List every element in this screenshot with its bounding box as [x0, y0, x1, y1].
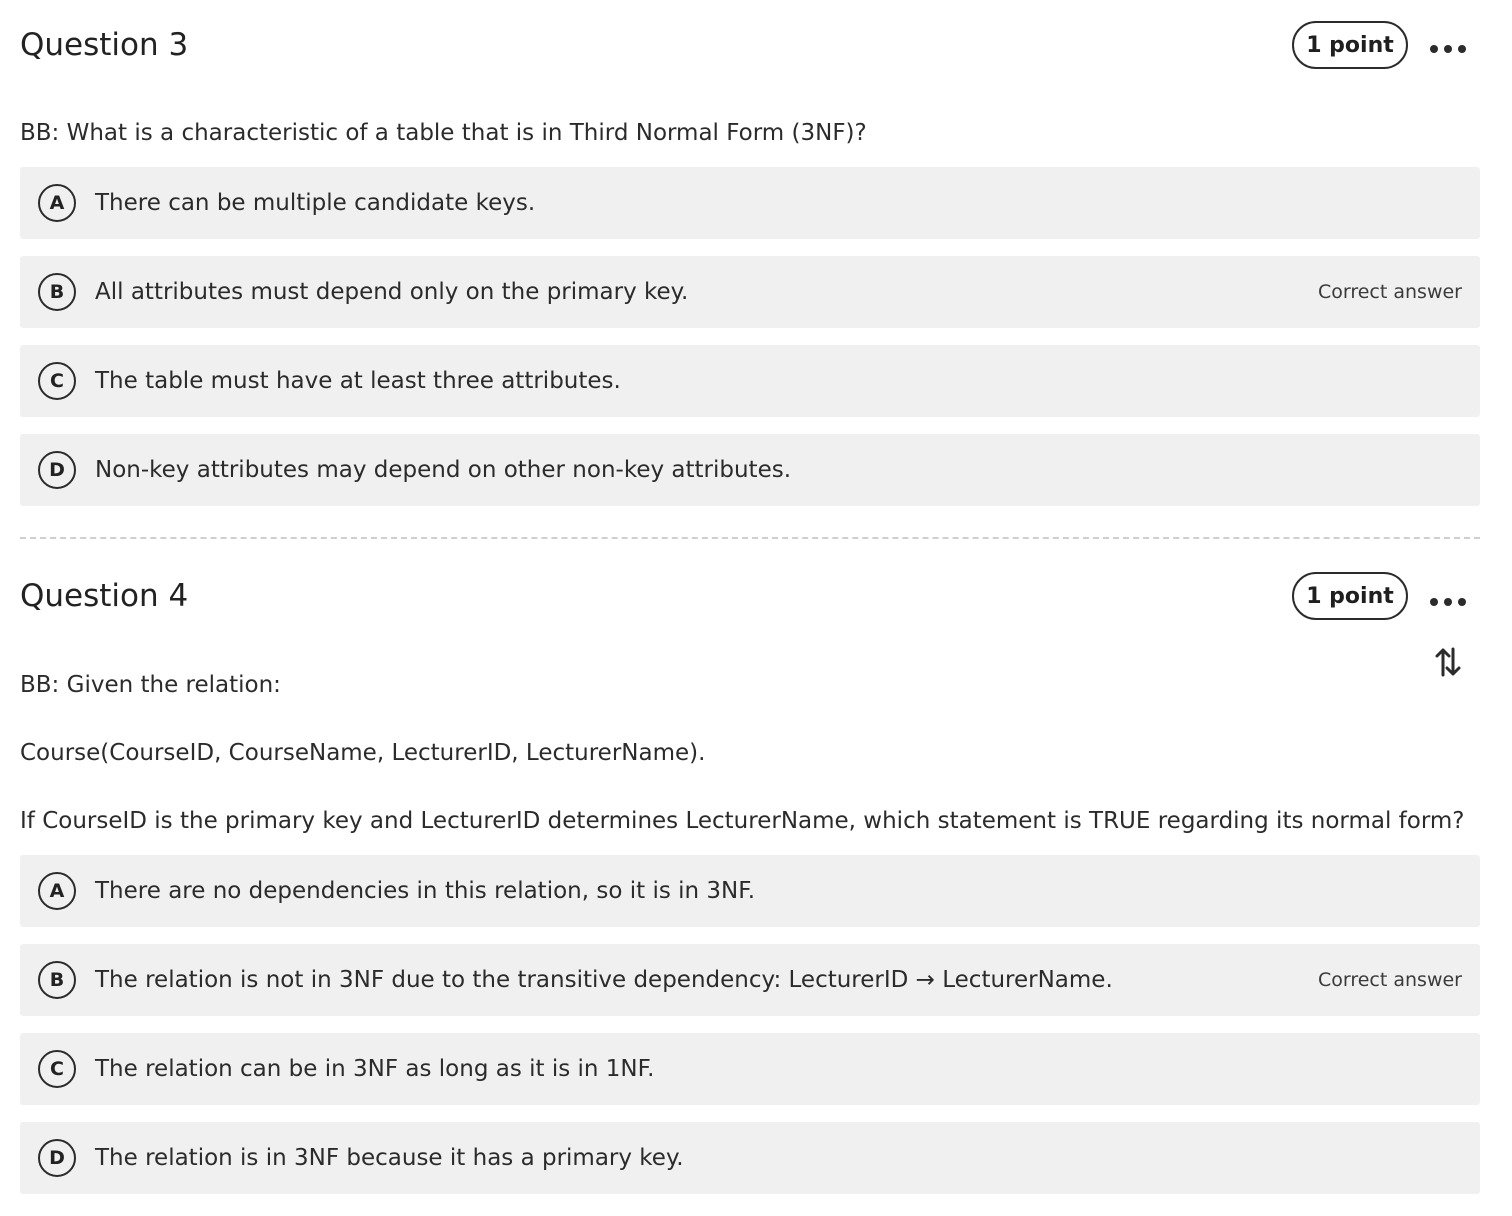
answer-option-b[interactable] — [20, 256, 1480, 328]
answer-letter: C — [38, 1050, 76, 1088]
question-title: Question 3 — [20, 27, 189, 63]
answer-option-a[interactable] — [20, 167, 1480, 239]
answer-option-d[interactable] — [20, 434, 1480, 506]
answer-option-b[interactable] — [20, 944, 1480, 1016]
answer-option-c[interactable] — [20, 1033, 1480, 1105]
question-divider — [20, 537, 1480, 539]
question-text: BB: What is a characteristic of a table that is in Third Normal Form (3NF)? — [20, 120, 867, 146]
answer-option-d[interactable] — [20, 1122, 1480, 1194]
points-badge[interactable]: 1 point — [1292, 21, 1408, 69]
answer-text: There are no dependencies in this relation, so it is in 3NF. — [95, 878, 756, 904]
question-text-line: Course(CourseID, CourseName, LecturerID, LecturerName). — [20, 740, 706, 766]
answer-text: The relation is not in 3NF due to the transitive dependency: LecturerID → LecturerName. — [95, 967, 1113, 993]
points-badge[interactable]: 1 point — [1292, 572, 1408, 620]
answer-letter: C — [38, 362, 76, 400]
question-text-line: BB: Given the relation: — [20, 672, 281, 698]
answer-option-c[interactable] — [20, 345, 1480, 417]
answer-text: The relation is in 3NF because it has a primary key. — [95, 1145, 684, 1171]
more-options-icon[interactable] — [1430, 43, 1466, 55]
answer-text: All attributes must depend only on the primary key. — [95, 279, 689, 305]
correct-answer-label: Correct answer — [1317, 281, 1462, 303]
answer-letter: A — [38, 184, 76, 222]
answer-option-a[interactable] — [20, 855, 1480, 927]
question-text-line: If CourseID is the primary key and LecturerID determines LecturerName, which statement is TRUE regarding its normal form? — [20, 808, 1465, 834]
answer-letter: B — [38, 961, 76, 999]
answer-text: There can be multiple candidate keys. — [95, 190, 536, 216]
answer-letter: A — [38, 872, 76, 910]
answer-letter: D — [38, 451, 76, 489]
correct-answer-label: Correct answer — [1317, 969, 1462, 991]
question-title: Question 4 — [20, 578, 189, 614]
more-options-icon[interactable] — [1430, 596, 1466, 608]
answer-letter: D — [38, 1139, 76, 1177]
answer-text: The table must have at least three attributes. — [95, 368, 621, 394]
answer-text: The relation can be in 3NF as long as it is in 1NF. — [95, 1056, 655, 1082]
answer-text: Non-key attributes may depend on other non-key attributes. — [95, 457, 792, 483]
answer-letter: B — [38, 273, 76, 311]
reorder-arrows-icon[interactable] — [1434, 645, 1462, 679]
